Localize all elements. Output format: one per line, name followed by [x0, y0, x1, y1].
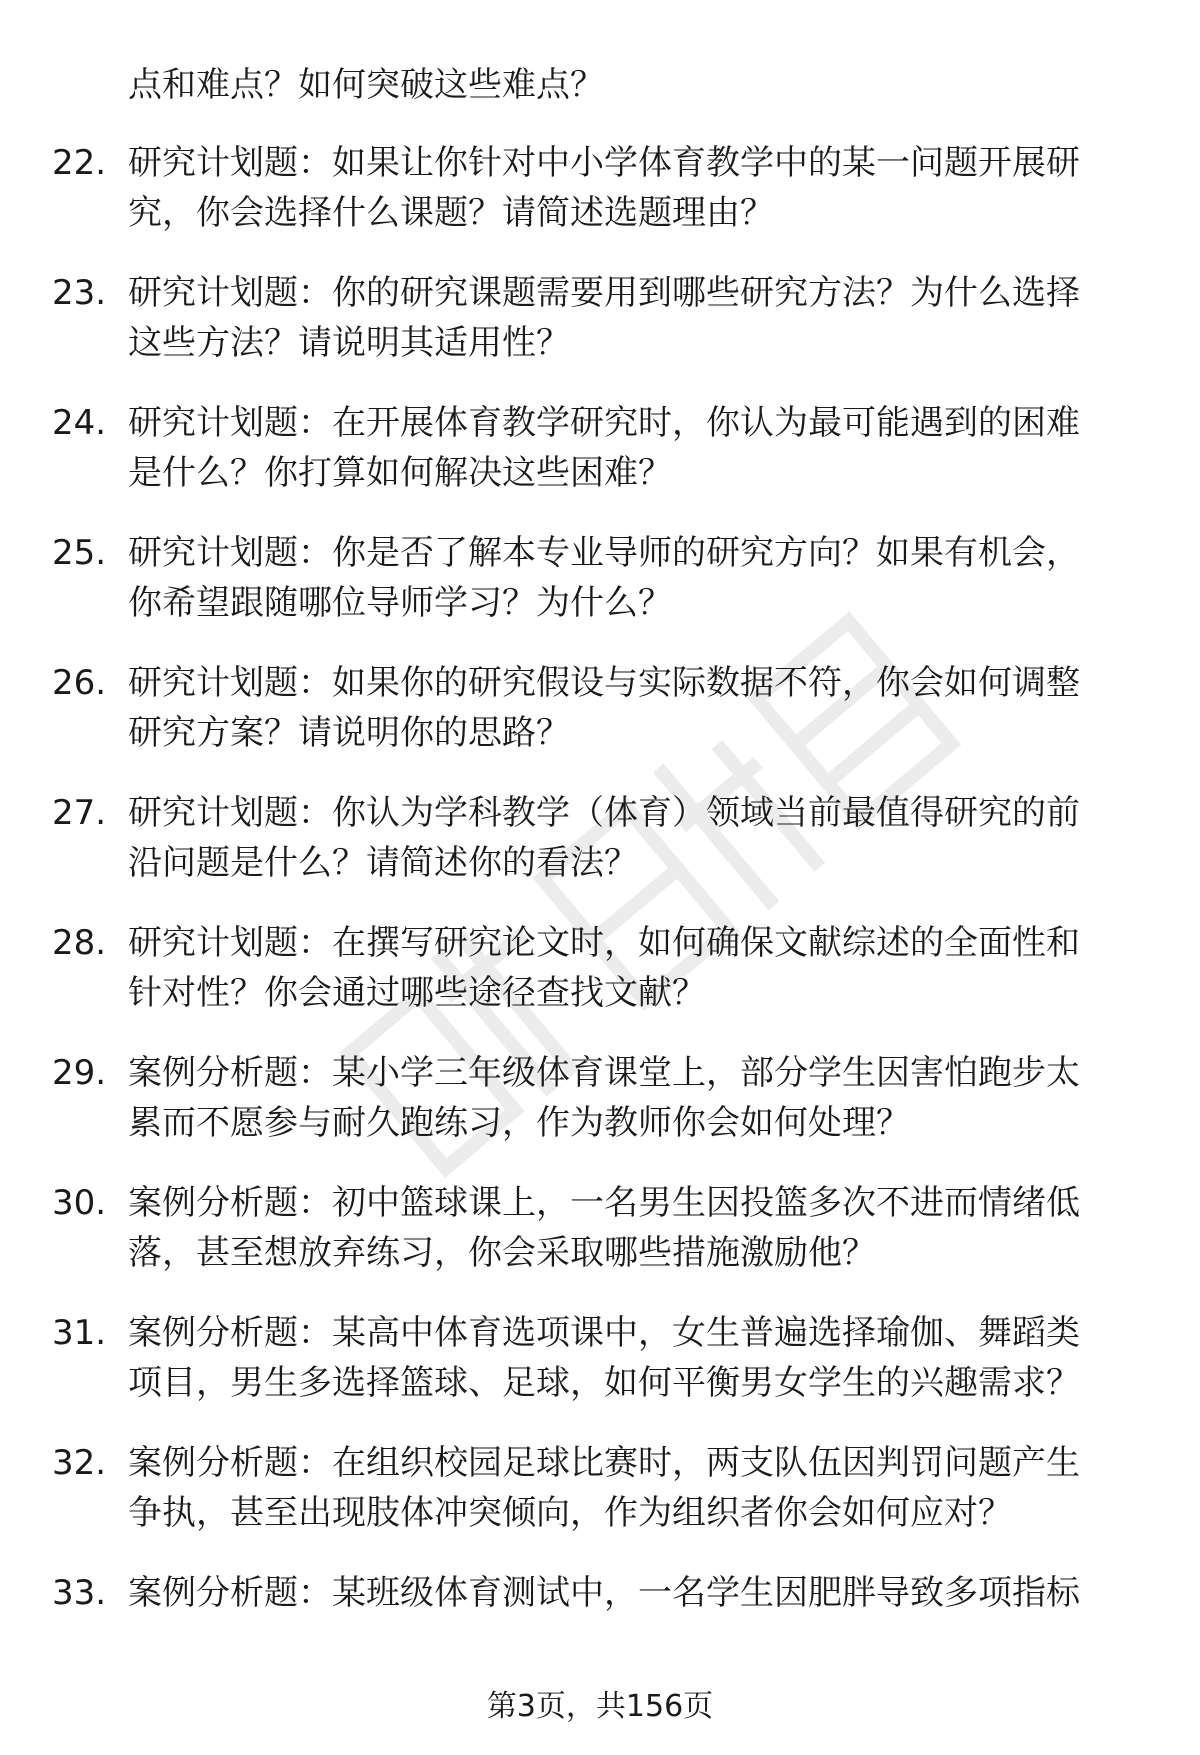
question-number: 24.	[52, 403, 107, 443]
question-text-line-2: 这些方法？请说明其适用性？	[128, 323, 570, 363]
question-text-line-2: 你希望跟随哪位导师学习？为什么？	[128, 583, 672, 623]
question-text-line-1: 研究计划题：你是否了解本专业导师的研究方向？如果有机会，	[128, 533, 1080, 573]
question-text-line-1: 案例分析题：某小学三年级体育课堂上，部分学生因害怕跑步太	[128, 1053, 1080, 1093]
question-item-31	[0, 1308, 1200, 1438]
question-item-30	[0, 1178, 1200, 1308]
question-text-line-2: 争执，甚至出现肢体冲突倾向，作为组织者你会如何应对？	[128, 1493, 1012, 1533]
question-item-29	[0, 1048, 1200, 1178]
question-item-32	[0, 1438, 1200, 1568]
question-text-line-1: 案例分析题：某高中体育选项课中，女生普遍选择瑜伽、舞蹈类	[128, 1313, 1080, 1353]
question-text-line-2: 项目，男生多选择篮球、足球，如何平衡男女学生的兴趣需求？	[128, 1363, 1080, 1403]
continued-question-text: 点和难点？如何突破这些难点？	[128, 65, 604, 105]
question-text-line-2: 是什么？你打算如何解决这些困难？	[128, 453, 672, 493]
question-list	[0, 138, 1200, 1698]
question-item-24	[0, 398, 1200, 528]
question-item-26	[0, 658, 1200, 788]
question-number: 27.	[52, 793, 107, 833]
question-text-line-2: 累而不愿参与耐久跑练习，作为教师你会如何处理？	[128, 1103, 910, 1143]
question-text-line-1: 研究计划题：你的研究课题需要用到哪些研究方法？为什么选择	[128, 273, 1080, 313]
question-text-line-1: 案例分析题：在组织校园足球比赛时，两支队伍因判罚问题产生	[128, 1443, 1080, 1483]
question-text-line-1: 研究计划题：如果你的研究假设与实际数据不符，你会如何调整	[128, 663, 1080, 703]
question-text-line-1: 研究计划题：如果让你针对中小学体育教学中的某一问题开展研	[128, 143, 1080, 183]
question-number: 31.	[52, 1313, 107, 1353]
question-number: 28.	[52, 923, 107, 963]
page-footer: 第3页，共156页	[486, 1689, 714, 1724]
question-number: 32.	[52, 1443, 107, 1483]
question-number: 25.	[52, 533, 107, 573]
question-item-23	[0, 268, 1200, 398]
question-number: 22.	[52, 143, 107, 183]
question-text-line-1: 研究计划题：在撰写研究论文时，如何确保文献综述的全面性和	[128, 923, 1080, 963]
question-item-27	[0, 788, 1200, 918]
question-number: 33.	[52, 1573, 107, 1613]
question-item-33	[0, 1568, 1200, 1698]
question-text-line-1: 案例分析题：初中篮球课上，一名男生因投篮多次不进而情绪低	[128, 1183, 1080, 1223]
question-item-25	[0, 528, 1200, 658]
question-text-line-1: 案例分析题：某班级体育测试中，一名学生因肥胖导致多项指标	[128, 1573, 1080, 1613]
question-number: 30.	[52, 1183, 107, 1223]
question-text-line-1: 研究计划题：在开展体育教学研究时，你认为最可能遇到的困难	[128, 403, 1080, 443]
question-item-28	[0, 918, 1200, 1048]
question-number: 26.	[52, 663, 107, 703]
question-text-line-1: 研究计划题：你认为学科教学（体育）领域当前最值得研究的前	[128, 793, 1080, 833]
question-text-line-2: 究，你会选择什么课题？请简述选题理由？	[128, 193, 774, 233]
question-text-line-2: 研究方案？请说明你的思路？	[128, 713, 570, 753]
question-number: 29.	[52, 1053, 107, 1093]
question-item-22	[0, 138, 1200, 268]
question-text-line-2: 针对性？你会通过哪些途径查找文献？	[128, 973, 706, 1013]
question-text-line-2: 落，甚至想放弃练习，你会采取哪些措施激励他？	[128, 1233, 876, 1273]
question-number: 23.	[52, 273, 107, 313]
question-text-line-2: 沿问题是什么？请简述你的看法？	[128, 843, 638, 883]
